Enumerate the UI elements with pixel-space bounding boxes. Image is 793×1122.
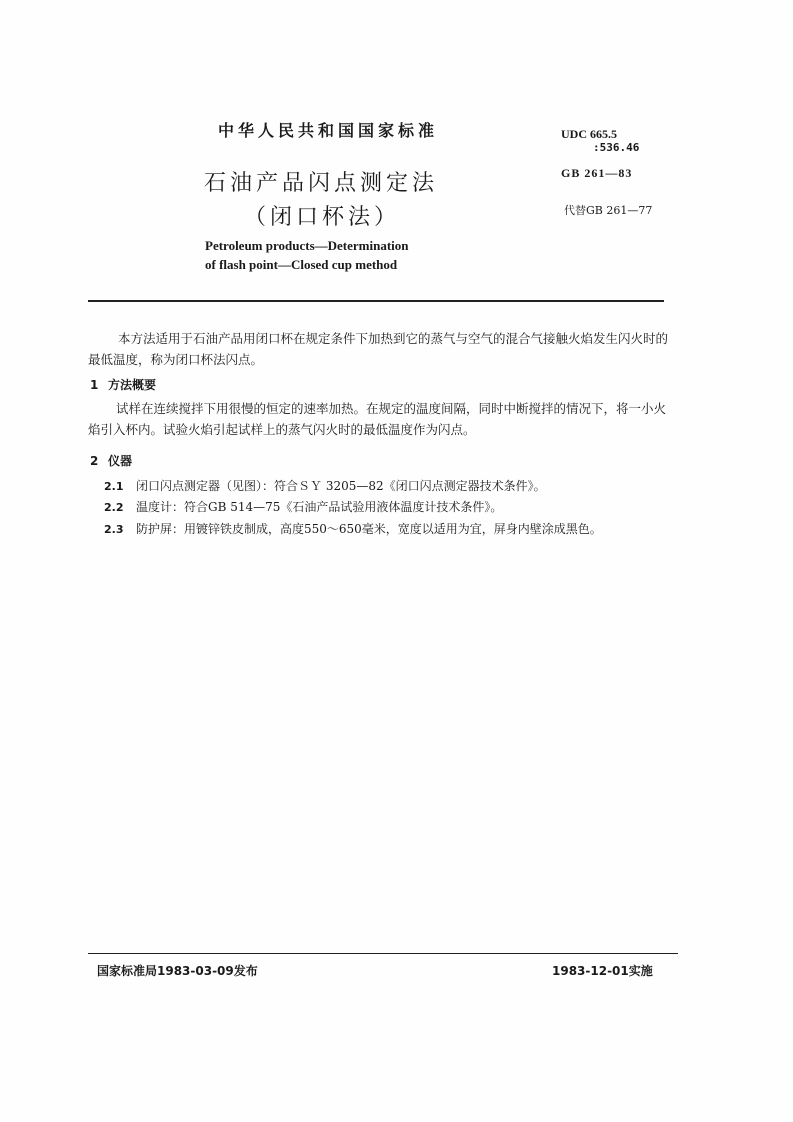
gb-number: GB 261—83 [561,166,633,180]
section-1-title: 方法概要 [108,378,157,392]
section-1-number: 1 [90,378,99,392]
title-en-line2: of flash point—Closed cup method [205,257,398,272]
document-subtitle-cn: （闭口杯法） [244,205,401,230]
item-number: 2.1 [104,480,124,493]
list-item [104,520,602,537]
udc-code-line1: UDC 665.5 [561,127,617,141]
item-text: 温度计：符合GB 514—75《石油产品试验用液体温度计技术条件》。 [136,500,503,514]
standard-organization: 中华人民共和国国家标准 [218,121,439,140]
item-text: 防护屏：用镀锌铁皮制成，高度550～650毫米，宽度以适用为宜，屏身内壁涂成黑色。 [136,522,602,536]
section-2-heading [90,452,132,469]
section-2-title: 仪器 [108,454,133,468]
item-number: 2.3 [104,523,124,536]
replaces-standard: 代替GB 261—77 [564,204,653,217]
intro-paragraph: 本方法适用于石油产品用闭口杯在规定条件下加热到它的蒸气与空气的混合气接触火焰发生闪火时的最低温度，称为闭口杯法闪点。 [88,331,669,367]
header-divider [88,300,664,302]
section-1-heading [90,376,156,393]
footer-divider [88,953,678,954]
title-en-line1: Petroleum products—Determination [205,238,409,253]
effective-date: 1983-12-01实施 [552,964,653,978]
document-title-en [205,236,409,274]
issue-date: 国家标准局1983-03-09发布 [97,964,258,978]
section-1-text: 试样在连续搅拌下用很慢的恒定的速率加热。在规定的温度间隔，同时中断搅拌的情况下，将一小火焰引入杯内。试验火焰引起试样上的蒸气闪火时的最低温度作为闪点。 [88,401,667,437]
document-title-cn: 石油产品闪点测定法 [204,171,439,196]
item-number: 2.2 [104,501,124,514]
list-item [104,498,502,515]
section-2-number: 2 [90,454,99,468]
list-item [104,477,546,494]
item-text: 闭口闪点测定器（见图）：符合ＳＹ 3205—82《闭口闪点测定器技术条件》。 [136,479,546,493]
udc-code-line2: :536.46 [593,141,640,154]
